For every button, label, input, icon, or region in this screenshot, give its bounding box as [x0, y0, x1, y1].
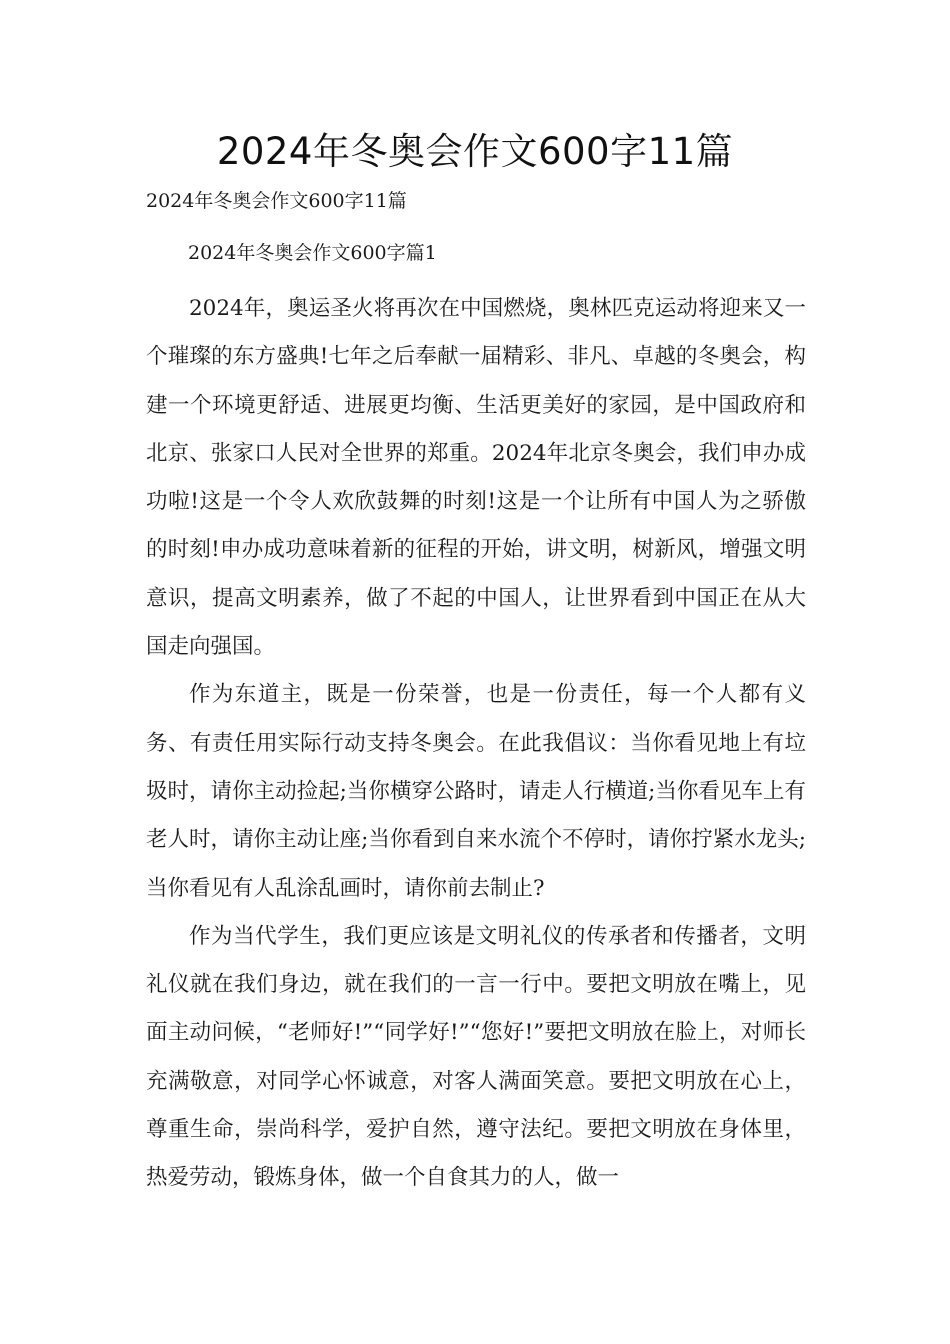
document-subtitle: 2024年冬奥会作文600字11篇: [146, 190, 407, 212]
body-text: [146, 285, 806, 1203]
paragraph-2: 作为东道主，既是一份荣誉，也是一份责任，每一个人都有义务、有责任用实际行动支持冬奥会。在此我倡议：当你看见地上有垃圾时，请你主动捡起;当你横穿公路时，请走人行横道;当你看见车上有老人时，请你主动让座;当你看到自来水流个不停时，请你拧紧水龙头;当你看见有人乱涂乱画时，请你前去制止?: [146, 682, 806, 901]
paragraph-3: 作为当代学生，我们更应该是文明礼仪的传承者和传播者，文明礼仪就在我们身边，就在我们的一言一行中。要把文明放在嘴上，见面主动问候，“老师好!”“同学好!”“您好!”要把文明放在脸上，对师长充满敬意，对同学心怀诚意，对客人满面笑意。要把文明放在心上，尊重生命，崇尚科学，爱护自然，遵守法纪。要把文明放在身体里，热爱劳动，锻炼身体，做一个自食其力的人，做一: [146, 923, 806, 1191]
paragraph-1: 2024年，奥运圣火将再次在中国燃烧，奥林匹克运动将迎来又一个璀璨的东方盛典!七年之后奉献一届精彩、非凡、卓越的冬奥会，构建一个环境更舒适、进展更均衡、生活更美好的家园，是中国政府和北京、张家口人民对全世界的郑重。2024年北京冬奥会，我们申办成功啦!这是一个令人欢欣鼓舞的时刻!这是一个让所有中国人为之骄傲的时刻!申办成功意味着新的征程的开始，讲文明，树新风，增强文明意识，提高文明素养，做了不起的中国人，让世界看到中国正在从大国走向强国。: [146, 296, 806, 660]
section-heading: 2024年冬奥会作文600字篇1: [188, 242, 437, 264]
document-title: 2024年冬奥会作文600字11篇: [216, 130, 734, 173]
